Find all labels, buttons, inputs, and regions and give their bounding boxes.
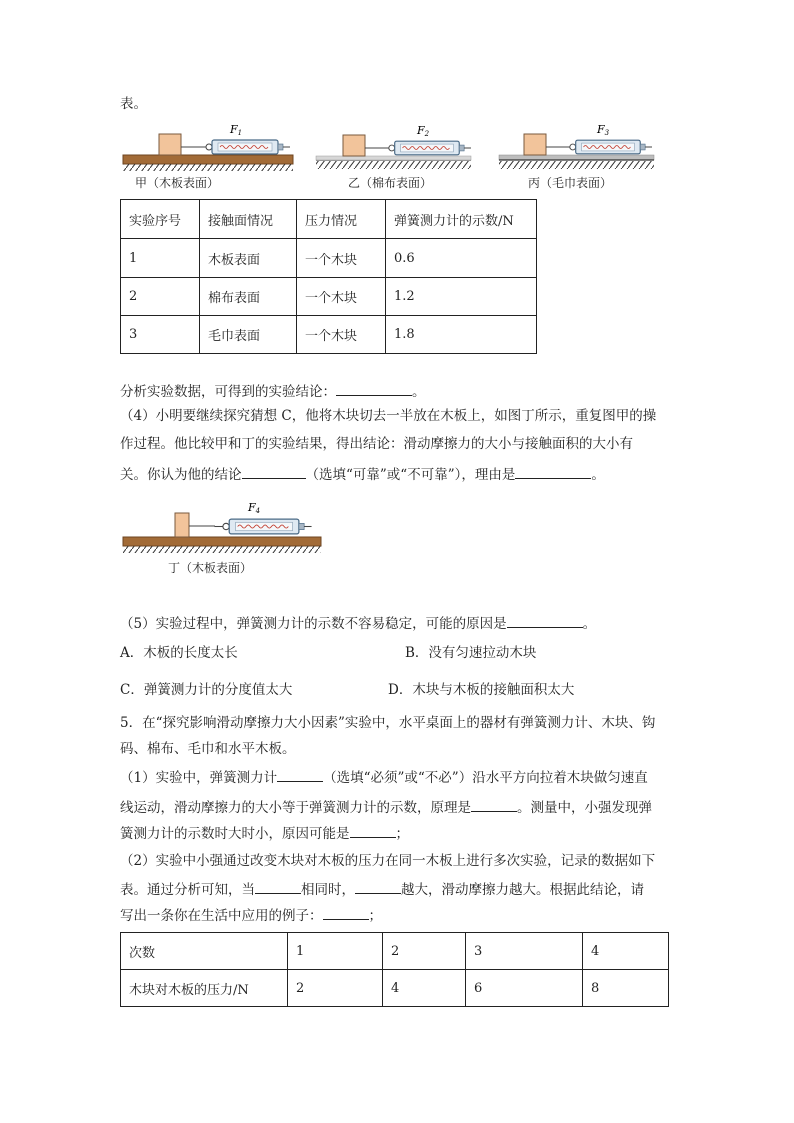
q5-stem-end: 。 bbox=[582, 616, 597, 632]
table-cell: 一个木块 bbox=[297, 278, 386, 316]
p5-part1-line2 bbox=[120, 797, 652, 818]
answer-blank[interactable] bbox=[277, 767, 323, 782]
table-row bbox=[121, 316, 537, 354]
table-cell: 木块对木板的压力/N bbox=[121, 970, 288, 1007]
table-cell: 4 bbox=[383, 970, 466, 1007]
q4-line1: （4）小明要继续探究猜想 C，他将木块切去一半放在木板上，如图丁所示，重复图甲的操 bbox=[120, 408, 657, 424]
q5-stem bbox=[120, 613, 596, 634]
figure-caption: 丙（毛巾表面） bbox=[528, 176, 613, 190]
p5-text: ； bbox=[368, 908, 382, 924]
p5-part2-line3 bbox=[120, 905, 382, 926]
option-a[interactable]: A．木板的长度太长 bbox=[120, 645, 238, 661]
p5-text: 越大，滑动摩擦力越大。根据此结论，请 bbox=[401, 882, 644, 898]
figure-caption: 丁（木板表面） bbox=[168, 561, 253, 575]
q4-line3-text: 关。你认为他的结论 bbox=[120, 467, 242, 483]
table-cell: 3 bbox=[466, 933, 583, 970]
p5-line2: 码、棉布、毛巾和水平木板。 bbox=[120, 741, 296, 757]
force-label-f3: F3 bbox=[597, 123, 610, 137]
answer-blank[interactable] bbox=[355, 879, 401, 894]
table-cell: 1 bbox=[121, 239, 200, 278]
p5-text: 写出一条你在生活中应用的例子： bbox=[120, 908, 323, 924]
table-row bbox=[121, 970, 669, 1007]
table-cell: 6 bbox=[466, 970, 583, 1007]
figure-jia bbox=[120, 120, 295, 190]
figure-bing bbox=[496, 120, 658, 190]
q5-stem-text: （5）实验过程中，弹簧测力计的示数不容易稳定，可能的原因是 bbox=[120, 616, 507, 632]
p5-text: 表。通过分析可知，当 bbox=[120, 882, 255, 898]
q4-line2: 作过程。他比较甲和丁的实验结果，得出结论：滑动摩擦力的大小与接触面积的大小有 bbox=[120, 436, 633, 452]
table-cell: 一个木块 bbox=[297, 239, 386, 278]
table-header-cell: 实验序号 bbox=[121, 200, 200, 239]
figure-yi bbox=[313, 120, 475, 190]
force-label-f1: F1 bbox=[230, 123, 243, 137]
p5-text: ； bbox=[395, 826, 409, 842]
table-cell: 4 bbox=[583, 933, 669, 970]
spring-scale-icon bbox=[562, 140, 652, 154]
p5-text: （1）实验中，弹簧测力计 bbox=[120, 770, 278, 786]
table-row bbox=[121, 239, 537, 278]
conclusion-line bbox=[120, 381, 426, 402]
p5-text: 相同时， bbox=[301, 882, 355, 898]
answer-blank[interactable] bbox=[471, 797, 517, 812]
table-header-cell: 接触面情况 bbox=[200, 200, 297, 239]
table-cell: 2 bbox=[288, 970, 383, 1007]
table-cell: 2 bbox=[121, 278, 200, 316]
p5-part2-line2 bbox=[120, 879, 644, 900]
force-label-f2: F2 bbox=[417, 124, 430, 138]
table-cell: 3 bbox=[121, 316, 200, 354]
table-row bbox=[121, 278, 537, 316]
experiment-table bbox=[120, 199, 537, 354]
table-cell: 木板表面 bbox=[200, 239, 297, 278]
p5-text: 。测量中，小强发现弹 bbox=[517, 800, 652, 816]
spring-scale-icon bbox=[214, 519, 311, 534]
table-cell: 0.6 bbox=[386, 239, 537, 278]
table-cell: 1 bbox=[288, 933, 383, 970]
table-cell: 棉布表面 bbox=[200, 278, 297, 316]
q4-line3-text: 。 bbox=[591, 467, 605, 483]
table-cell: 毛巾表面 bbox=[200, 316, 297, 354]
p5-text: （选填“必须”或“不必”）沿水平方向拉着木块做匀速直 bbox=[323, 770, 648, 786]
figure-caption: 甲（木板表面） bbox=[135, 176, 220, 190]
option-b[interactable]: B．没有匀速拉动木块 bbox=[405, 645, 537, 661]
table-cell: 2 bbox=[383, 933, 466, 970]
table-header-cell: 压力情况 bbox=[297, 200, 386, 239]
p5-part1-line3 bbox=[120, 823, 409, 844]
table-header-row bbox=[121, 200, 537, 239]
force-label-f4: F4 bbox=[248, 501, 261, 515]
p5-text: 线运动，滑动摩擦力的大小等于弹簧测力计的示数，原理是 bbox=[120, 800, 471, 816]
p5-part1-line1 bbox=[120, 767, 648, 788]
answer-blank[interactable] bbox=[515, 464, 591, 479]
answer-blank[interactable] bbox=[242, 464, 306, 479]
q4-line3 bbox=[120, 464, 605, 485]
table-cell: 1.8 bbox=[386, 316, 537, 354]
answer-blank[interactable] bbox=[255, 879, 301, 894]
spring-scale-icon bbox=[381, 141, 471, 155]
figure-caption: 乙（棉布表面） bbox=[348, 176, 433, 190]
table-cell: 8 bbox=[583, 970, 669, 1007]
table-cell: 一个木块 bbox=[297, 316, 386, 354]
option-c[interactable]: C．弹簧测力计的分度值太大 bbox=[120, 682, 293, 698]
conclusion-end: 。 bbox=[412, 384, 426, 400]
spring-scale-icon bbox=[198, 140, 290, 154]
p5-text: 簧测力计的示数时大时小，原因可能是 bbox=[120, 826, 350, 842]
table-header-cell: 弹簧测力计的示数/N bbox=[386, 200, 537, 239]
answer-blank[interactable] bbox=[336, 381, 412, 396]
conclusion-text: 分析实验数据，可得到的实验结论： bbox=[120, 384, 336, 400]
table-cell: 次数 bbox=[121, 933, 288, 970]
top-fragment: 表。 bbox=[120, 96, 147, 112]
pressure-table bbox=[120, 932, 669, 1007]
answer-blank[interactable] bbox=[507, 613, 583, 628]
table-cell: 1.2 bbox=[386, 278, 537, 316]
table-row bbox=[121, 933, 669, 970]
figure-ding bbox=[120, 493, 325, 575]
answer-blank[interactable] bbox=[350, 823, 396, 838]
option-d[interactable]: D．木块与木板的接触面积太大 bbox=[388, 682, 575, 698]
q4-line3-text: （选填“可靠”或“不可靠”），理由是 bbox=[305, 467, 516, 483]
answer-blank[interactable] bbox=[323, 905, 369, 920]
p5-line1: 5．在“探究影响滑动摩擦力大小因素”实验中，水平桌面上的器材有弹簧测力计、木块、钩 bbox=[120, 715, 656, 731]
p5-part2-line1: （2）实验中小强通过改变木块对木板的压力在同一木板上进行多次实验，记录的数据如下 bbox=[120, 853, 656, 869]
